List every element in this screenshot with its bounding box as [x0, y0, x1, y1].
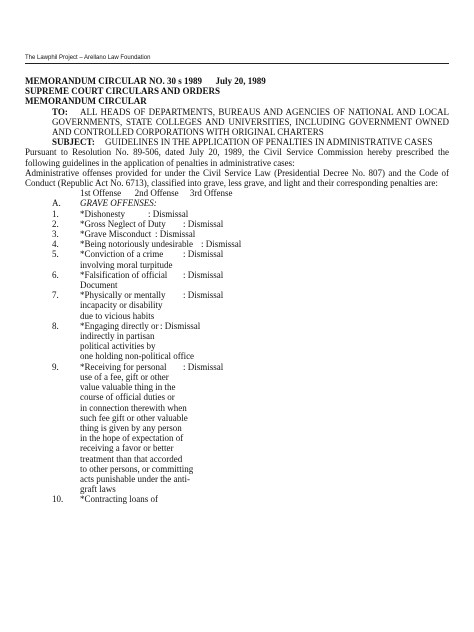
offense-number: 5. — [52, 249, 59, 260]
offense-description-line — [80, 229, 195, 239]
offense-description-text: *Gross Neglect of Duty — [80, 218, 166, 229]
document-body — [25, 76, 449, 505]
to-text: ALL HEADS OF DEPARTMENTS, BUREAUS AND AGENCIES OF NATIONAL AND LOCAL GOVERNMENTS, STATE COLLEGES AND UNIVERSITIES, INCLUDING GOVERNMENT OWNED AND CONTROLLED CORPORATIONS WITH ORIGINAL CHARTERS — [52, 106, 449, 138]
offense-description-line — [80, 239, 241, 249]
header-source: The Lawphil Project – Arellano Law Foundation — [25, 55, 151, 61]
offense-description-line — [80, 219, 223, 229]
offense-description-text: *Dishonesty — [80, 208, 125, 219]
offense-penalty: : Dismissal — [183, 218, 224, 229]
offense-row — [25, 321, 449, 362]
offense-description-line: due to vicious habits — [80, 310, 155, 321]
offense-description-line — [80, 321, 200, 331]
offense-description-line: use of a fee, gift or other — [80, 371, 169, 382]
court-title: SUPREME COURT CIRCULARS AND ORDERS — [25, 86, 221, 97]
offense-description — [80, 209, 188, 219]
offense-description — [80, 219, 223, 229]
offense-row — [25, 239, 449, 249]
offense-row — [25, 229, 449, 239]
offense-description-line: one holding non-political office — [80, 351, 195, 362]
offense-description-line: receiving a favor or better — [80, 443, 174, 454]
offense-description-text: *Engaging directly or — [80, 320, 159, 331]
page-header — [25, 55, 449, 64]
offense-number: 2. — [52, 218, 59, 229]
offense-list — [25, 209, 449, 505]
offense-number: 7. — [52, 290, 59, 301]
subject-block — [25, 137, 449, 147]
offense-column-headers: 1st Offense 2nd Offense 3rd Offense — [80, 188, 233, 199]
offense-description-text: *Falsification of official — [80, 269, 168, 280]
offense-penalty: : Dismissal — [183, 269, 224, 280]
offense-description — [80, 249, 223, 269]
offense-number: 10. — [52, 494, 64, 505]
offense-description-line — [80, 209, 188, 219]
offense-description-line — [80, 362, 223, 372]
offense-description-text: *Receiving for personal — [80, 361, 167, 372]
offense-row — [25, 494, 449, 504]
offense-description-line: in the hope of expectation of — [80, 433, 184, 444]
offense-description-text: *Grave Misconduct — [80, 229, 152, 240]
offense-number: 9. — [52, 361, 59, 372]
offense-description-line: course of official duties or — [80, 392, 175, 403]
offense-description — [80, 362, 223, 495]
offense-row — [25, 209, 449, 219]
offense-penalty: : Dismissal — [183, 361, 224, 372]
offense-row — [25, 270, 449, 290]
offense-description — [80, 239, 241, 249]
subject-label: SUBJECT: — [52, 137, 95, 148]
offense-row — [25, 290, 449, 321]
offense-description-line: in connection therewith when — [80, 402, 187, 413]
offense-description-line: to other persons, or committing — [80, 463, 194, 474]
offense-penalty: : Dismissal — [155, 229, 196, 240]
offense-description — [80, 494, 158, 504]
offense-description-line: thing is given by any person — [80, 422, 182, 433]
subject-text: GUIDELINES IN THE APPLICATION OF PENALTIES IN ADMINISTRATIVE CASES — [105, 137, 433, 148]
offense-number: 4. — [52, 239, 59, 250]
offense-number: 6. — [52, 269, 59, 280]
offense-number: 3. — [52, 229, 59, 240]
offense-description-line: Document — [80, 280, 118, 291]
offense-description — [80, 290, 223, 321]
offense-penalty: : Dismissal — [201, 239, 242, 250]
section-title: GRAVE OFFENSES: — [80, 198, 157, 209]
offense-number: 8. — [52, 320, 59, 331]
offense-description-text: *Being notoriously undesirable — [80, 239, 193, 250]
offense-description-line: *Contracting loans of — [80, 494, 158, 505]
offense-description — [80, 321, 200, 362]
section-letter: A. — [52, 198, 61, 209]
offense-description-text: *Conviction of a crime — [80, 249, 164, 260]
to-label: TO: — [52, 106, 68, 117]
offense-row — [25, 249, 449, 269]
offense-description — [80, 229, 195, 239]
paragraph-offenses: Administrative offenses provided for under the Civil Service Law (Presidential Decree No. 807) and the Code of Conduct (Republic Act No. 6713), classified into grave, less grave, and light and their corresponding penalties are: — [25, 167, 449, 189]
paragraph-resolution: Pursuant to Resolution No. 89-506, dated July 20, 1989, the Civil Service Commission hereby prescribed the following guidelines in the application of penalties in administrative cases: — [25, 147, 449, 168]
memo-title: MEMORANDUM CIRCULAR NO. 30 s 1989 July 20, 1989 — [25, 76, 266, 86]
offense-number: 1. — [52, 208, 59, 219]
offense-penalty: : Dismissal — [183, 290, 224, 301]
offense-description-line — [80, 290, 223, 300]
offense-row — [25, 219, 449, 229]
section-a — [25, 198, 449, 208]
offense-penalty: : Dismissal — [160, 320, 201, 331]
to-block — [25, 107, 449, 138]
offense-description-line: such fee gift or other valuable — [80, 412, 188, 423]
offense-description-line: treatment than that accorded — [80, 453, 183, 464]
offense-penalty: : Dismissal — [183, 249, 224, 260]
offense-penalty: : Dismissal — [148, 208, 189, 219]
offense-description-text: *Physically or mentally — [80, 290, 166, 301]
offense-description-line: incapacity or disability — [80, 300, 163, 311]
offense-description-line: political activities by — [80, 341, 156, 352]
offense-description-line: value valuable thing in the — [80, 382, 176, 393]
offense-description — [80, 270, 223, 290]
offense-description-line: involving moral turpitude — [80, 259, 173, 270]
memo-type: MEMORANDUM CIRCULAR — [25, 96, 147, 107]
offense-description-line: graft laws — [80, 484, 116, 495]
offense-description-line — [80, 249, 223, 259]
offense-description-line: acts punishable under the anti- — [80, 473, 190, 484]
offense-row — [25, 362, 449, 495]
offense-description-line: indirectly in partisan — [80, 331, 155, 342]
offense-description-line — [80, 270, 223, 280]
